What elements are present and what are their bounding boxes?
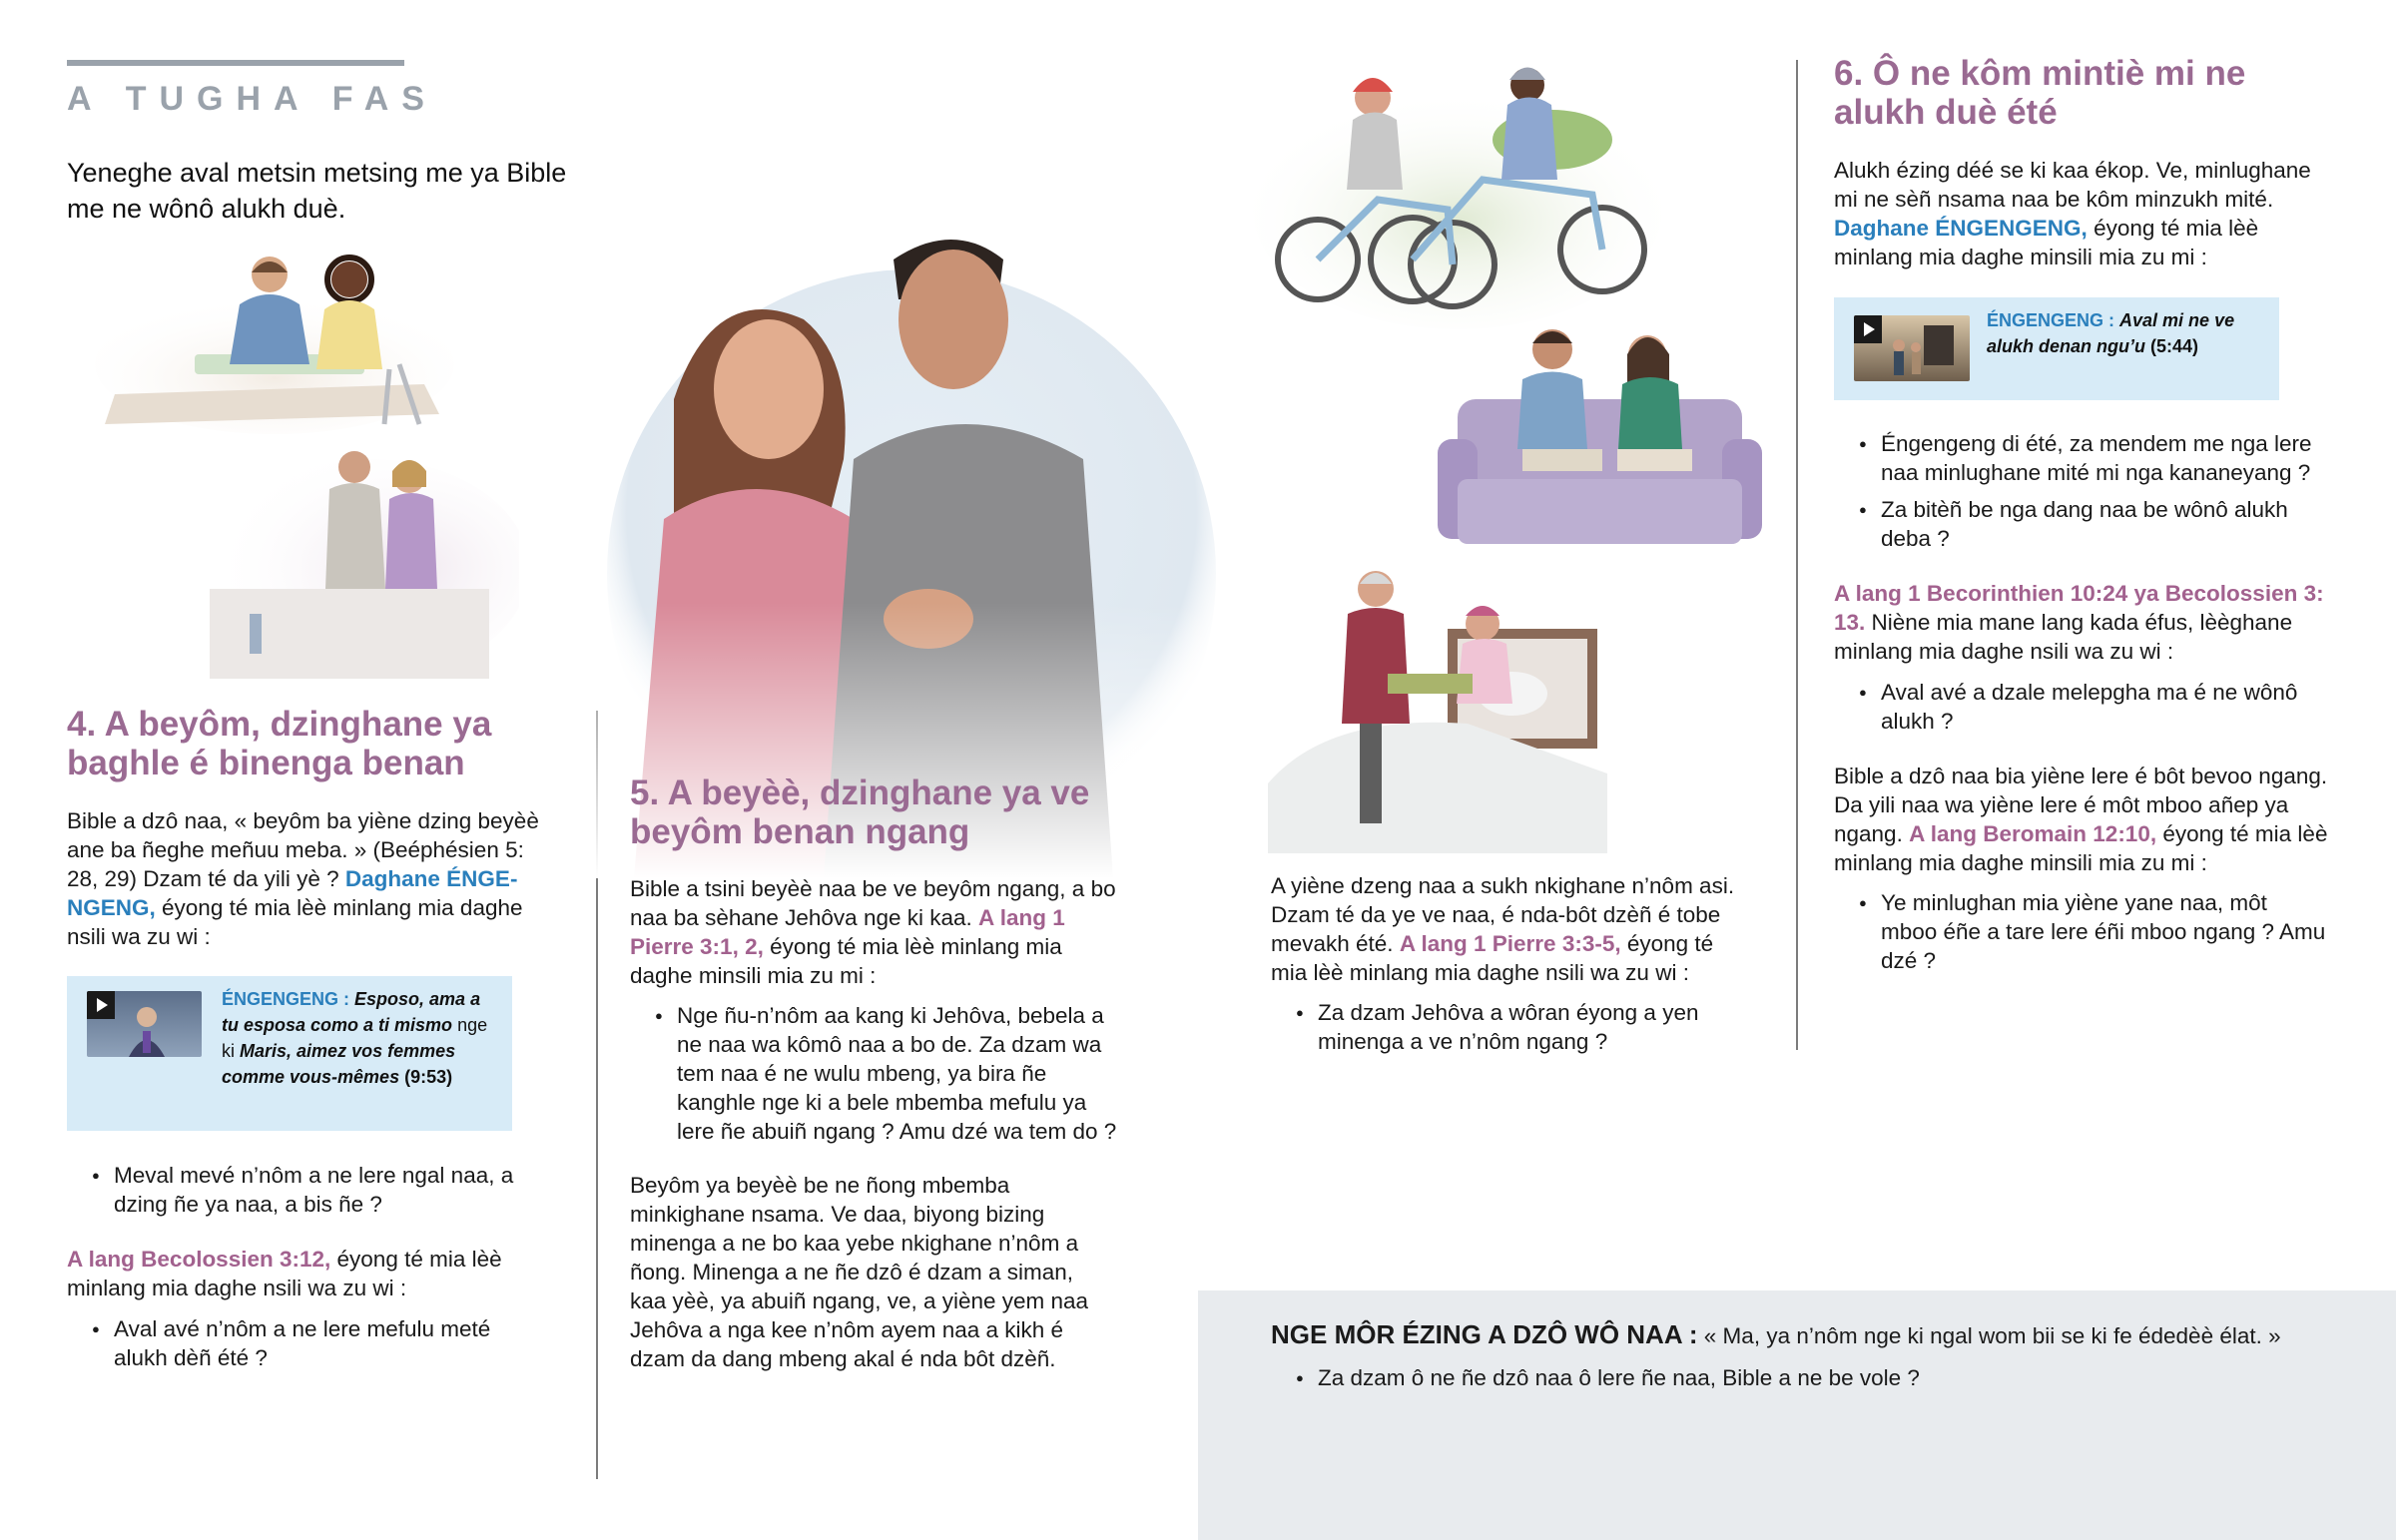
section4-question-list-2: [67, 1314, 544, 1380]
section-mid-body: [1271, 871, 1748, 987]
section6-question: ● Éngengeng di été, za mendem me nga lere naa minlughane mité mi nga kananeyang ?: [1834, 429, 2333, 487]
section-mid-scripture-ref[interactable]: A lang 1 Pierre 3:3-5,: [1399, 931, 1621, 956]
section6-body: [1834, 156, 2323, 271]
section4-title: 4. A beyôm, dzinghane ya baghle é binenga benan: [67, 705, 492, 782]
couple-cycling-illustration: [1253, 60, 1662, 329]
section6-video-caption: [1987, 307, 2271, 359]
section5-body: [630, 874, 1117, 990]
section4-video-title-a: Esposo, ama a tu esposa como a ti mismo: [222, 989, 481, 1035]
section-mid-body-a: A yiène dzeng naa a sukh nkighane n’nôm asi. Dzam té da ye ve naa, é nda-bôt dzèñ é tobe mevakh été.: [1271, 873, 1735, 956]
section6-reading-1: [1834, 579, 2328, 666]
section6-question: ● Za bitèñ be nga dang naa be wônô alukh deba ?: [1834, 495, 2333, 553]
section5-body-b: éyong té mia lèè minlang mia daghe minsili mia zu mi :: [630, 934, 1062, 988]
kicker: A TUGHA FAS: [67, 80, 437, 118]
section-mid-question: ● Za dzam Jehôva a wôran éyong a yen minenga a ve n’nôm ngang ?: [1271, 998, 1748, 1056]
section6-video-label: ÉNGENGENG :: [1987, 310, 2115, 330]
section6-body-e: éyong té mia lèè minlang mia daghe minsili mia zu mi :: [1834, 821, 2328, 875]
section6-scripture-ref-1[interactable]: A lang 1 Becorinthien 10:24 ya Becolossien 3: 13.: [1834, 581, 2324, 635]
column-divider-2: [1796, 60, 1798, 1050]
section6-question-list-1: [1834, 429, 2333, 561]
section4-question-list-1: [67, 1161, 544, 1227]
play-icon[interactable]: [1854, 315, 1882, 343]
section6-reading-2: [1834, 762, 2343, 877]
section6-question-list-2: [1834, 678, 2333, 744]
objection-line: [1271, 1319, 2369, 1351]
objection-label: NGE MÔR ÉZING A DZÔ WÔ NAA :: [1271, 1319, 1698, 1349]
section4-video-link[interactable]: Daghane ÉNGE-NGENG,: [67, 866, 518, 920]
section-mid-question-list: [1271, 998, 1748, 1064]
intro-text: Yeneghe aval metsin metsing me ya Bible me ne wônô alukh duè.: [67, 158, 567, 224]
section4-scripture-ref[interactable]: A lang Becolossien 3:12,: [67, 1247, 331, 1272]
section5-question: ● Nge ñu-n’nôm aa kang ki Jehôva, bebela a ne naa wa kômô naa a bo de. Za dzam wa tem naa é ne wulu mbeng, ya bira ñe kanghle nge ki a bele mbemba mefulu ya lere ñe abuiñ ngang ? Amu dzé wa tem do ?: [630, 1001, 1129, 1146]
section4-video-label: ÉNGENGENG :: [222, 989, 350, 1009]
section4-video-thumbnail[interactable]: [87, 991, 202, 1057]
section4-question: ● Meval mevé n’nôm a ne lere ngal naa, a dzing ñe ya naa, a bis ñe ?: [67, 1161, 544, 1219]
section6-question-list-3: [1834, 888, 2328, 983]
section5-question-list: [630, 1001, 1129, 1154]
objection-quote: « Ma, ya n’nôm nge ki ngal wom bii se ki fe édedèè élat. »: [1703, 1323, 2281, 1348]
objection-question-list: [1271, 1363, 2369, 1400]
play-icon[interactable]: [87, 991, 115, 1019]
kicker-rule: [67, 60, 404, 66]
couple-kitchen-illustration: [190, 439, 519, 679]
section4-body-a: Bible a dzô naa, « beyôm ba yiène dzing beyèè ane ba ñeghe meñuu meba. » (Beéphésien 5: 28, 29) Dzam té da yili yè ?: [67, 808, 539, 891]
section6-body-d: Bible a dzô naa bia yiène lere é bôt bevoo ngang. Da yili naa wa yiène lere é môt mboo añep ya ngang.: [1834, 764, 2328, 846]
section4-body-b: éyong té mia lèè minlang mia daghe nsili wa zu wi :: [67, 895, 523, 949]
caring-for-sick-wife-illustration: [1268, 554, 1612, 853]
section6-scripture-ref-2[interactable]: A lang Beromain 12:10,: [1909, 821, 2157, 846]
section6-video-link[interactable]: Daghane ÉNGENGENG,: [1834, 216, 2088, 241]
section4-reading-text: éyong té mia lèè minlang mia daghe nsili wa zu wi :: [67, 1247, 502, 1300]
section4-video-mid: nge ki: [222, 1015, 488, 1061]
section6-question: ● Aval avé a dzale melepgha ma é ne wônô alukh ?: [1834, 678, 2333, 736]
couple-studying-illustration: [95, 245, 454, 434]
section4-body: [67, 806, 544, 951]
section4-video-card[interactable]: [67, 976, 512, 1131]
section-mid-body-b: éyong té mia lèè minlang mia daghe nsili wa zu wi :: [1271, 931, 1714, 985]
section6-body-c: Niène mia mane lang kada éfus, lèèghane minlang mia daghe nsili wa zu wi :: [1834, 610, 2293, 664]
section4-video-title-b: Maris, aimez vos femmes comme vous-mêmes: [222, 1041, 456, 1087]
section6-body-b: éyong té mia lèè minlang mia daghe minsili mia zu mi :: [1834, 216, 2259, 269]
section6-video-thumbnail[interactable]: [1854, 315, 1970, 381]
section4-video-time: (9:53): [404, 1067, 453, 1087]
section5-body-a: Bible a tsini beyèè naa be ve beyôm ngang, a bo naa ba sèhane Jehôva nge ki kaa.: [630, 876, 1116, 930]
couple-on-sofa-illustration: [1438, 319, 1762, 589]
section5-title: 5. A beyèè, dzinghane ya ve beyôm benan ngang: [630, 773, 1090, 851]
section6-video-time: (5:44): [2150, 336, 2199, 356]
section6-question: ● Ye minlughan mia yiène yane naa, môt mboo éñe a tare lere éñi mboo ngang ? Amu dzé ?: [1834, 888, 2328, 975]
section6-video-card[interactable]: [1834, 297, 2279, 400]
section5-scripture-ref[interactable]: A lang 1 Pierre 3:1, 2,: [630, 905, 1065, 959]
section4-question: ● Aval avé n’nôm a ne lere mefulu meté alukh dèñ été ?: [67, 1314, 544, 1372]
section4-video-caption: [222, 986, 501, 1090]
section4-reading: [67, 1245, 544, 1302]
objection-question: ● Za dzam ô ne ñe dzô naa ô lere ñe naa, Bible a ne be vole ?: [1271, 1363, 2369, 1392]
section5-body-c: Beyôm ya beyèè be ne ñong mbemba minkighane nsama. Ve daa, biyong bizing minenga a ne bo kaa yebe nkighane n’nôm a ñong. Minenga a ne ñe dzô é dzam a siman, kaa yèè, ya abuiñ ngang, ve, a yiène yem naa Jehôva a nga kee n’nôm ayem naa a kikh é dzam da dang mbeng akal é nda bôt dzèñ.: [630, 1173, 1089, 1371]
section6-title: 6. Ô ne kôm mintiè mi ne alukh duè été: [1834, 54, 2246, 132]
section6-video-title: Aval mi ne ve alukh denan ngu’u: [1987, 310, 2235, 356]
section6-body-a: Alukh ézing déé se ki kaa ékop. Ve, minlughane mi ne sèñ nsama naa be kôm minzukh mité.: [1834, 158, 2311, 212]
